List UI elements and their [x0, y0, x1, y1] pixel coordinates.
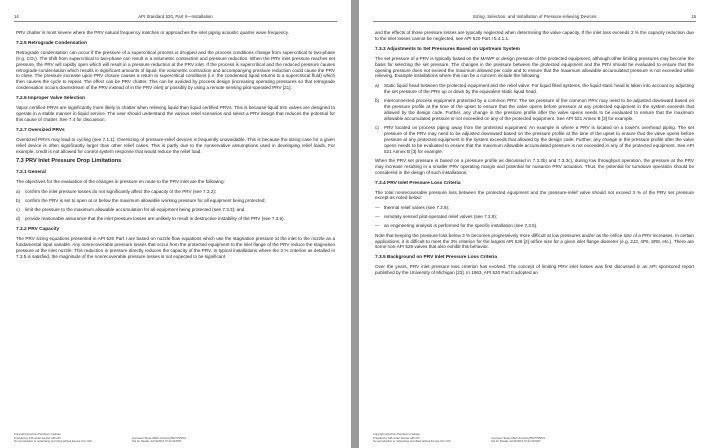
list-item-text: thermal relief valves (see 7.3.6); [384, 204, 450, 210]
paragraph: PRV chatter is most severe where the PRV natural frequency matches or approaches the inlet piping acoustic quarter wave frequency. [16, 30, 289, 35]
right-page [359, 0, 710, 448]
list-item [375, 125, 694, 155]
list-item [16, 207, 335, 213]
list-marker: — [375, 223, 380, 229]
paragraph: The objectives for the evaluation of the changes in pressure en route to the PRV inlet are the following: [16, 179, 225, 185]
paragraph: Note that keeping the pressure loss below 3 % becomes progressively more difficult at low pressures and/or as the orifice size of a PRV increases. In certain applications, it is difficult to meet the 3% criterion for the largest API 526 [2] orifice size for a given inlet flange diameter (e.g. 2J3, 4P6, 8R8, etc.). There are some non-API 526 valves that also exhibit this behavior. [375, 232, 694, 250]
list-marker: a) [375, 82, 380, 88]
list-item-text: limit the pressure to the maximum allowable accumulation for all equipment being protected (see 7.3.3); and [25, 207, 245, 213]
left-page-footer [14, 433, 337, 443]
running-title: Sizing, Selection, and Installation of Pressure-relieving Devices [472, 14, 597, 19]
list-item [375, 98, 694, 122]
left-page-body [16, 30, 335, 263]
list-item-text: confirm the inlet pressure losses do not significantly affect the capacity of the PRV (see 7.3.2); [25, 188, 217, 194]
paragraph: and the effects of those pressure losses are typically neglected when determining the valve capacity. If the inlet loss exceeds 3 % the capacity reduction due to the inlet losses cannot be neglected, see API 520 Part I 5.4.1.1. [375, 30, 694, 41]
list-item-text: confirm the PRV is set to open at or below the maximum allowable working pressure for all equipment being protected; [25, 197, 266, 203]
list-item-text: provide reasonable assurance that the inlet pressure losses are unlikely to result in destructive instability of the PRV (see 7.3.5). [25, 216, 285, 222]
list-item [16, 216, 335, 222]
paragraph: Retrograde condensation can occur if the pressure of a supercritical process is dropped and the process conditions change from supercritical to two-phase (e.g. CO₂). The shift from supercritical to two-phase can result in a volumetric contraction and pressure reduction. When the PRV inlet pressure reaches set pressure, the PRV will rapidly open which will result in a pressure reduction at the PRV inlet. If the process is supercritical and the reduced pressure causes retrograde condensation which results in significant amounts of liquid, the volumetric contraction and accompanying pressure reduction could cause the PRV to close. The pressure increase upon PRV closure causes a return to supercritical conditions (i.e. the condensed liquid returns to a supercritical fluid) which then causes the cycle to repeat. The effect can be PRV chatter. This can be avoided by process design (increasing operating pressures so that retrograde condensation occurs downstream of the PRV instead of in the PRV inlet) or possibly by using a remote sensing pilot-operated PRV [21]. [16, 49, 335, 91]
list-item-text: Interconnected process equipment protected by a common PRV: The set pressure of the common PRV may need to be adjusted downward based on the pressure profile at the time of the upset to ensure that the valve opens before pressure at any protected equipment in the system exceeds that allowed by the design code. Further, any change in the pressure profile after the valve opens needs to be evaluated to ensure that the maximum allowable accumulated pressure is not exceeded on any of the protected equipment. See API 521 Annex B [3] for example. [384, 97, 694, 121]
copyright-notice: Copyright American Petroleum Institute Provided by IHS under license with API No reproduction or networking permitted without license from IHS [14, 433, 92, 443]
list-marker: d) [16, 216, 21, 222]
page-number: 14 [14, 14, 19, 19]
right-page-body [375, 30, 694, 279]
paragraph: The PRV sizing equations presented in API 520 Part I are based on nozzle flow equations which use the stagnation pressure at the inlet to the nozzle as a fundamental input variable. Any nonrecoverable pressure losses that occur from the protected equipment to the inlet flange of the PRV reduce the stagnation pressure at the inlet nozzle. This reduction in pressure directly reduces the capacity of the PRV. In typical installations where the 3 % criterion as detailed in 7.3.5 is satisfied, the magnitude of the nonrecoverable pressure losses is not expected to be significant [16, 236, 335, 259]
section-heading: 7.2.6 Improper Valve Selection [16, 96, 86, 102]
section-heading: 7.3.1 General [16, 170, 46, 176]
list-marker: c) [375, 124, 379, 130]
section-heading: 7.3.3 Adjustments to Set Pressures Based on Upstream System [375, 46, 520, 52]
section-heading: 7.3.5 Background on PRV Inlet Pressure Loss Criteria [375, 255, 498, 261]
section-heading: 7.2.7 Oversized PRVs [16, 127, 65, 133]
list-item [375, 83, 694, 95]
list-marker: — [375, 214, 380, 219]
list-item [16, 189, 335, 195]
list-item-text: PRV located on process piping away from the protected equipment: An example is where a PRV is located on a tower's overhead piping. The set pressure of the PRV may need to be adjusted downward based on the pressure profile at the time of the upset to ensure that the valve opens before pressure at any protected equipment in the system exceeds that allowed by the design code. Further, any change in the pressure profile after the valve opens needs to be evaluated to ensure that the maximum allowable accumulated pressure is not exceeded in any of the protected equipment. See API 521 Annex B [3] for example. [384, 124, 694, 154]
paragraph: When the PRV set pressure is based on a pressure profile as discussed in 7.3.3b) and 7.3.3c), during low throughput operation, the pressure at the PRV may increase resulting in a smaller PRV operating margin and potential for nuisance PRV actuation. Thus, the potential for turndown operation should be considered in the design of such installations. [375, 157, 694, 175]
header-rule [14, 21, 337, 22]
section-heading: 7.3 PRV Inlet Pressure Drop Limitations [16, 158, 122, 165]
paragraph: Oversized PRVs may lead to cycling (see 7.1.1). Oversizing of pressure-relief devices is frequently unavoidable. This is because the sizing case for a given relief device is often significantly larger than other relief cases. This is partly due to the conservative assumptions used in developing relief loads. For example, credit is not allowed for control system response that would reduce the relief load. [16, 136, 335, 154]
list-marker: — [375, 204, 380, 210]
section-heading: 7.2.5 Retrograde Condensation [16, 40, 87, 46]
paragraph: Vapor certified PRVs are significantly more likely to chatter when relieving liquid than liquid certified PRVs. This is because liquid trim valves are designed to operate in a stable manner in liquid service. The user should understand the various relief scenarios and select a PRV design that reduces the potential for this cause of chatter. See 7.4 for discussion. [16, 105, 335, 122]
page-gutter [351, 0, 359, 448]
list-item [375, 214, 694, 220]
list-item [16, 198, 335, 204]
copyright-notice: Copyright American Petroleum Institute Provided by IHS under license with API No reproduction or networking permitted without license from IHS [373, 433, 451, 443]
license-notice: Licensee=Texas A&M University/5937795001 Not for Resale, 02/14/2015 07:22:49 MST [491, 436, 546, 443]
paragraph: The set pressure of a PRV is typically based on the MAWP or design pressure of the protected equipment, although other limiting pressures may become the basis for selecting the set pressure. The changes in the pressure between the protected equipment and the PRV should be evaluated to ensure that the opening pressure does not exceed the maximum allowed per code and to ensure that the maximum allowable accumulated pressure is not exceeded while relieving. Example installations where this can be a concern include the following. [375, 55, 694, 79]
list-marker: b) [375, 97, 380, 103]
list-marker: c) [16, 207, 20, 213]
list-item-text: Static liquid head between the protected equipment and the relief valve: For liquid filled systems, the liquid static head is taken into account by adjusting the set pressure of the PRV up or down by the equivalent static liquid head. [384, 82, 694, 94]
right-page-footer [373, 433, 696, 443]
paragraph: Over the years, PRV inlet pressure loss criterion has evolved. The concept of limiting PRV inlet losses was first discussed in an API sponsored report published by the University of Michigan [23]. In 1963, API 520 Part II adopted an [375, 264, 694, 276]
list-item [375, 223, 694, 229]
list-marker: b) [16, 197, 21, 203]
list-item-text: an engineering analysis is performed for the specific installation (see 7.3.6). [384, 223, 538, 229]
section-heading: 7.3.2 PRV Capacity [16, 227, 60, 233]
list-marker: a) [16, 188, 21, 194]
left-page [0, 0, 351, 448]
header-rule [373, 21, 696, 22]
list-item-text: remotely sensed pilot-operated relief valves (see 7.3.9); [384, 214, 498, 219]
running-title: API Standard 520, Part II—Installation [138, 14, 213, 19]
license-notice: Licensee=Texas A&M University/5937795001 Not for Resale, 02/14/2015 07:22:49 MST [132, 436, 187, 443]
page-number: 15 [691, 14, 696, 19]
section-heading: 7.3.4 PRV Inlet Pressure Loss Criteria [375, 180, 461, 186]
list-item [375, 205, 694, 211]
paragraph: The total nonrecoverable pressure loss between the protected equipment and the pressure-relief valve should not exceed 3 % of the PRV set pressure except as noted below: [375, 189, 694, 201]
